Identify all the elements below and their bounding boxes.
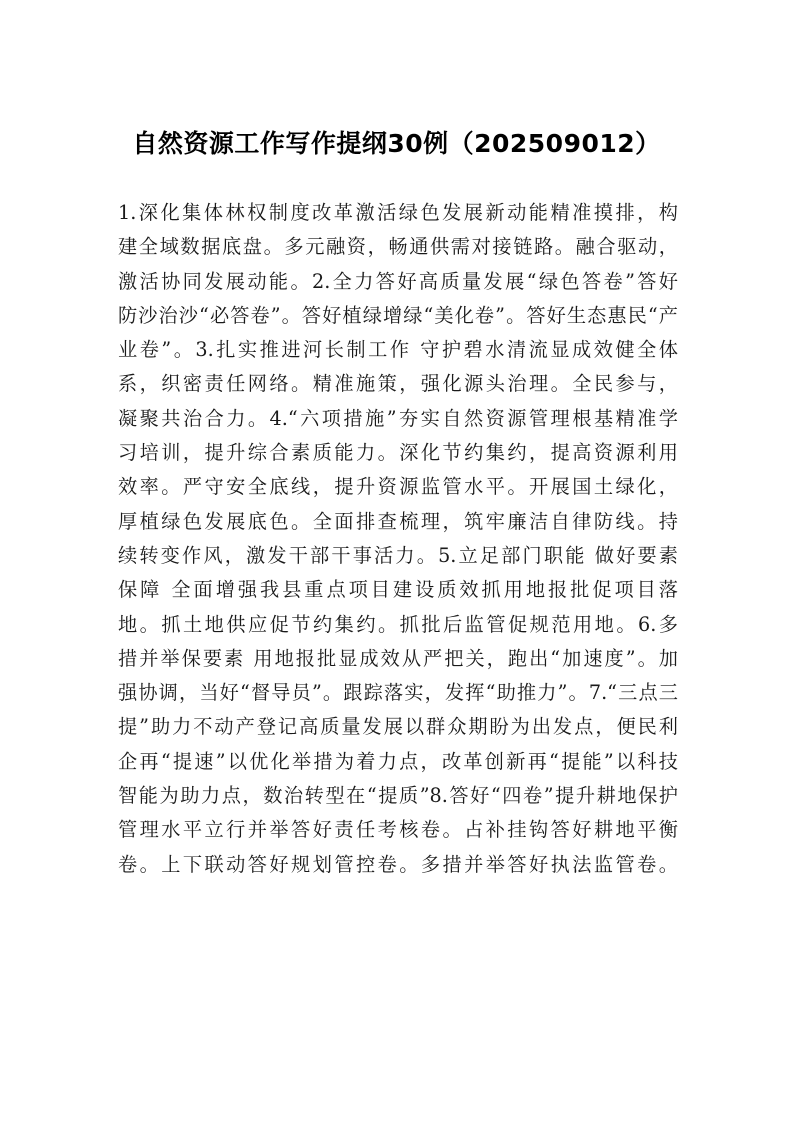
body-line: 业卷”。3.扎实推进河长制工作 守护碧水清流显成效健全体 (118, 338, 678, 362)
body-line: 地。抓土地供应促节约集约。抓批后监管促规范用地。6.多 (118, 612, 678, 636)
body-line: 强协调，当好“督导员”。跟踪落实，发挥“助推力”。7.“三点三 (118, 681, 678, 705)
body-line: 凝聚共治合力。4.“六项措施”夯实自然资源管理根基精准学 (118, 406, 678, 430)
document-title: 自然资源工作写作提纲30例（202509012） (132, 129, 661, 158)
body-line: 激活协同发展动能。2.全力答好高质量发展“绿色答卷”答好 (118, 269, 678, 293)
body-line: 系，织密责任网络。精准施策，强化源头治理。全民参与， (118, 372, 678, 396)
body-line: 建全域数据底盘。多元融资，畅通供需对接链路。融合驱动， (118, 235, 678, 259)
body-line: 续转变作风，激发干部干事活力。5.立足部门职能 做好要素 (118, 543, 678, 567)
body-line: 提”助力不动产登记高质量发展以群众期盼为出发点，便民利 (118, 715, 678, 739)
body-line: 智能为助力点，数治转型在“提质”8.答好“四卷”提升耕地保护 (118, 784, 678, 808)
body-line: 保障 全面增强我县重点项目建设质效抓用地报批促项目落 (118, 578, 678, 602)
body-line: 厚植绿色发展底色。全面排查梳理，筑牢廉洁自律防线。持 (118, 509, 678, 533)
body-line: 1.深化集体林权制度改革激活绿色发展新动能精准摸排，构 (118, 201, 678, 224)
body-line: 管理水平立行并举答好责任考核卷。占补挂钩答好耕地平衡 (118, 818, 678, 842)
document-body (118, 196, 678, 882)
body-line: 措并举保要素 用地报批显成效从严把关，跑出“加速度”。加 (118, 646, 678, 670)
body-line: 习培训，提升综合素质能力。深化节约集约，提高资源利用 (118, 441, 678, 465)
body-line: 防沙治沙“必答卷”。答好植绿增绿“美化卷”。答好生态惠民“产 (118, 303, 678, 327)
body-line: 效率。严守安全底线，提升资源监管水平。开展国土绿化， (118, 475, 678, 499)
body-line: 卷。上下联动答好规划管控卷。多措并举答好执法监管卷。 (118, 852, 678, 876)
body-line: 企再“提速”以优化举措为着力点，改革创新再“提能”以科技 (118, 749, 678, 773)
